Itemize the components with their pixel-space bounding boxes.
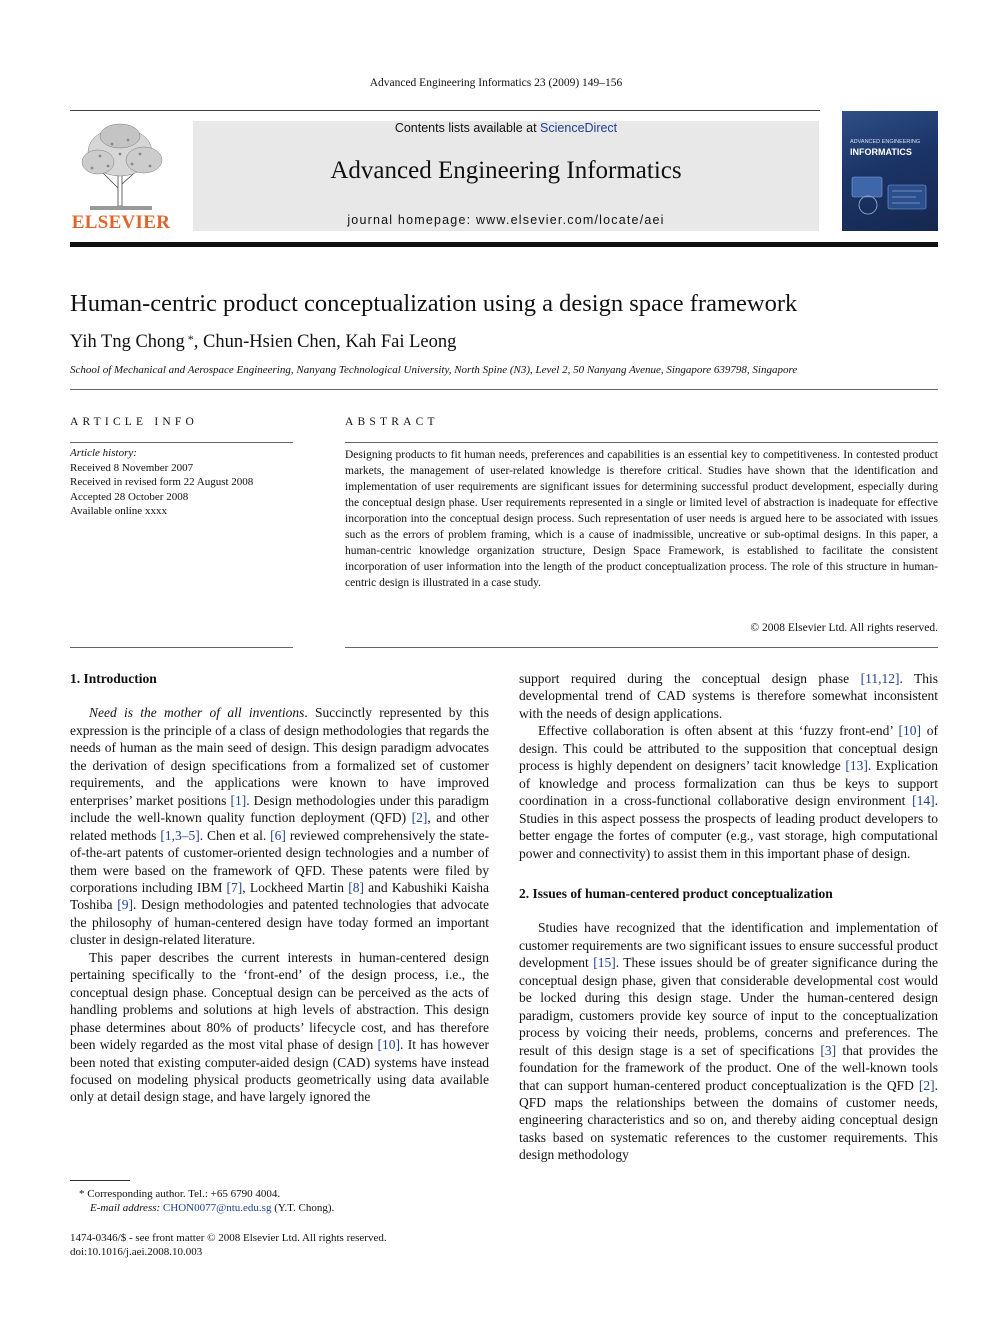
citation-link[interactable]: [1] — [230, 792, 247, 808]
article-info-bottom-rule — [70, 647, 293, 648]
citation-link[interactable]: [2] — [411, 810, 428, 826]
sciencedirect-link[interactable]: ScienceDirect — [540, 121, 618, 135]
citation-link[interactable]: [8] — [348, 879, 364, 895]
author-list — [70, 332, 456, 353]
corresponding-marker[interactable]: * — [184, 332, 194, 346]
citation-link[interactable]: [11,12] — [860, 671, 900, 686]
journal-reference: Advanced Engineering Informatics 23 (2009) 149–156 — [369, 77, 623, 89]
footnote-rule — [70, 1180, 130, 1181]
citation-link[interactable]: [2] — [918, 1077, 935, 1093]
email-footnote: E-mail address: CHON0077@ntu.edu.sg (Y.T. Chong). — [70, 1201, 334, 1215]
cover-title: INFORMATICS — [850, 147, 912, 157]
journal-cover — [842, 111, 938, 231]
paragraph: support required during the conceptual design phase [11,12]. This developmental trend of CAD systems is therefore somewhat inconsistent with the needs of design applications. — [519, 671, 938, 721]
paragraph: This paper describes the current interests in human-centered design pertaining specifically to the ‘front-end’ of the design process, i.e., the conceptual design phase. Conceptual design can be perceived as the acts of handling problems and solutions at high levels of abstraction. This design phase determines about 80% of products’ lifecycle cost, and has therefore been widely regarded as the most vital phase of design [10]. It has however been noted that existing computer-aided design (CAD) systems have instead focused on modeling physical products geometrically using data available only at detail design stage, and have largely ignored the — [70, 949, 489, 1105]
history-revised: Received in revised form 22 August 2008 — [70, 476, 254, 488]
right-column — [519, 670, 938, 1164]
elsevier-wordmark: ELSEVIER — [71, 212, 171, 233]
left-column — [70, 670, 489, 1106]
issn-line: 1474-0346/$ - see front matter © 2008 Elsevier Ltd. All rights reserved. — [70, 1232, 387, 1244]
abstract-copyright: © 2008 Elsevier Ltd. All rights reserved. — [750, 622, 938, 634]
citation-link[interactable]: [3] — [820, 1042, 837, 1058]
section-1-heading: 1. Introduction — [70, 671, 157, 686]
abstract-rule — [345, 442, 938, 443]
contents-prefix: Contents lists available at — [394, 121, 541, 135]
citation-link[interactable]: [13] — [845, 758, 868, 774]
article-history — [70, 446, 295, 519]
citation-link[interactable]: [7] — [226, 879, 243, 895]
corresponding-footnote: * Corresponding author. Tel.: +65 6790 4004. — [70, 1187, 280, 1201]
abstract-heading: ABSTRACT — [345, 416, 439, 428]
history-accepted: Accepted 28 October 2008 — [70, 490, 189, 503]
footnote-star: * — [79, 1188, 85, 1200]
journal-homepage[interactable]: journal homepage: www.elsevier.com/locate/aei — [347, 213, 665, 227]
citation-link[interactable]: [14] — [912, 793, 935, 809]
author-name[interactable]: Yih Tng Chong — [70, 332, 185, 352]
history-online: Available online xxxx — [70, 505, 167, 517]
history-label: Article history: — [70, 447, 137, 459]
citation-link[interactable]: [10] — [377, 1037, 401, 1053]
history-received: Received 8 November 2007 — [70, 461, 194, 474]
article-info-heading: ARTICLE INFO — [70, 416, 198, 428]
citation-link[interactable]: [1,3–5] — [160, 827, 200, 843]
contents-line — [193, 121, 819, 135]
coauthor-names: , Chun-Hsien Chen, Kah Fai Leong — [193, 332, 457, 352]
cover-subtitle: ADVANCED ENGINEERING — [850, 139, 921, 145]
abstract-bottom-rule — [345, 647, 938, 648]
quote-text: Need is the mother of all inventions — [89, 705, 305, 721]
doi-line[interactable]: doi:10.1016/j.aei.2008.10.003 — [70, 1246, 203, 1258]
citation-link[interactable]: [9] — [117, 897, 134, 913]
citation-link[interactable]: [6] — [270, 827, 286, 843]
article-title: Human-centric product conceptualization using a design space framework — [70, 290, 798, 317]
paragraph: Studies have recognized that the identification and implementation of customer requirements are two significant issues to ensure successful product development [15]. These issues should be of greater significance during the conceptual design phase, given that considerable developmental cost would be locked during this design stage. Under the human-centered design paradigm, customers provide key source of input to the conceptualization process by voicing their needs, problems, concerns and preferences. The result of this design stage is a set of specifications [3] that provides the foundation for the framework of the product. One of the well-known tools that can support human-centered product conceptualization is the QFD [2]. QFD maps the relationships between the domains of customer needs, engineering characteristics and so on, and thereby aiding conceptual design tasks based on systematic references to the customer requirements. This design methodology — [519, 920, 938, 1163]
title-rule — [70, 389, 938, 390]
citation-link[interactable]: [15] — [593, 955, 616, 971]
affiliation: School of Mechanical and Aerospace Engineering, Nanyang Technological University, North Spine (N3), Level 2, 50 Nanyang Avenue, Singapore 639798, Singapore — [70, 364, 798, 376]
abstract-text: Designing products to fit human needs, preferences and capabilities is an essential key to competitiveness. In contested product markets, the management of user-related knowledge is therefore critical. Studies have shown that the identification and implementation of user requirements are significant issues for determining successful product development, especially during the conceptual design phase. User requirements represented in a single or limited level of abstraction is inadequate for effective incorporation into the conceptual design process. Such representation of user needs is argued here to be associated with issues such as the errors of problem framing, which is a cause of inadmissible, uncreative or sub-optimal designs. In this paper, a human-centric knowledge organization structure, Design Space Framework, is established to facilitate the consistent incorporation of user information into the length of the product conceptualization process. The role of this structure in human-centric design is illustrated in a case study. — [345, 449, 938, 589]
section-2-heading: 2. Issues of human-centered product conceptualization — [519, 885, 833, 901]
header-thick-rule — [70, 242, 938, 247]
paragraph: Need is the mother of all inventions. Succinctly represented by this expression is the principle of a class of design methodologies that regards the needs of human as the main seed of design. This design paradigm advocates the derivation of design specifications from a formalized set of customer requirements, and the applications were known to have improved enterprises’ market positions [1]. Design methodologies under this paradigm include the well-known quality function deployment (QFD) [2], and other related methods [1,3–5]. Chen et al. [6] reviewed comprehensively the state-of-the-art patents of customer-oriented design technologies and a number of them were based on the framework of QFD. These patents were filed by corporations including IBM [7], Lockheed Martin [8] and Kabushiki Kaisha Toshiba [9]. Design methodologies and patented technologies that advocate the philosophy of human-centered design have today formed an important cluster in design-related literature. — [70, 705, 490, 948]
paragraph: Effective collaboration is often absent at this ‘fuzzy front-end’ [10] of design. This could be attributed to the supposition that conceptual design process is highly dependent on designers’ tacit knowledge [13]. Explication of knowledge and process formalization can thus be keys to support coordination in a cross-functional collaborative design environment [14]. Studies in this aspect possess the prospects of leading product developers to better engage the fortes of computer (e.g., vast storage, high computational power and connectivity) to assist them in this important phase of design. — [519, 723, 939, 861]
email-link[interactable]: CHON0077@ntu.edu.sg — [162, 1202, 272, 1214]
citation-link[interactable]: [10] — [898, 723, 922, 739]
cover-artwork — [848, 171, 932, 221]
header-rule — [70, 110, 820, 111]
article-info-rule — [70, 442, 293, 443]
journal-title: Advanced Engineering Informatics — [330, 157, 682, 184]
email-label: E-mail address: — [90, 1202, 161, 1214]
